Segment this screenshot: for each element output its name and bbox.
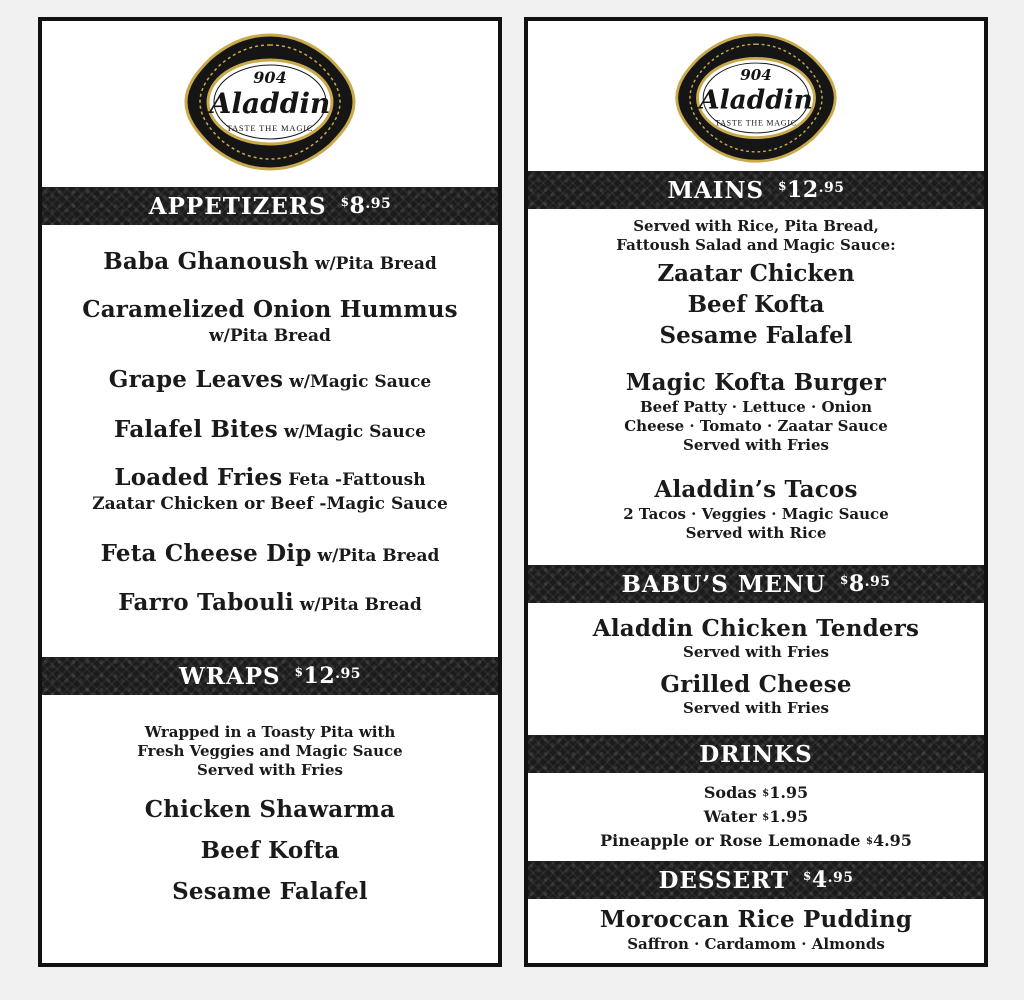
babus-menu-price: $^{\$}8^{.95}$ bbox=[839, 571, 891, 597]
svg-text:904: 904 bbox=[740, 66, 772, 85]
appetizer-item: Falafel Bites w/Magic Sauce bbox=[114, 416, 426, 443]
logo-emblem-icon bbox=[668, 31, 844, 165]
mains-description: Served with Rice, Pita Bread, Fattoush Salad and Magic Sauce: bbox=[616, 217, 896, 254]
appetizer-item: Grape Leaves w/Magic Sauce bbox=[108, 366, 432, 393]
logo-emblem-icon bbox=[182, 31, 358, 173]
babus-menu-item: Aladdin Chicken Tenders Served with Fries bbox=[592, 615, 920, 661]
dessert-header bbox=[528, 861, 984, 899]
drinks-list bbox=[528, 781, 984, 853]
svg-text:TASTE THE MAGIC: TASTE THE MAGIC bbox=[715, 118, 797, 128]
appetizer-item: Caramelized Onion Hummus w/Pita Bread bbox=[82, 296, 458, 346]
mains-item: Zaatar Chicken Beef Kofta Sesame Falafel bbox=[657, 260, 855, 349]
drink-item: Water $1.95 bbox=[703, 807, 809, 826]
dessert-title: DESSERT bbox=[658, 866, 789, 894]
appetizer-item: Loaded Fries Feta -Fattoush Zaatar Chicken or Beef -Magic Sauce bbox=[92, 464, 448, 514]
menu-panel-left bbox=[38, 17, 502, 967]
brand-logo bbox=[528, 31, 984, 165]
drinks-header bbox=[528, 735, 984, 773]
svg-text:904: 904 bbox=[253, 68, 287, 87]
drinks-title: DRINKS bbox=[699, 740, 813, 768]
wraps-header bbox=[42, 657, 498, 695]
mains-burger: Magic Kofta Burger Beef Patty · Lettuce · Onion Cheese · Tomato · Zaatar Sauce Served with Fries bbox=[624, 369, 888, 454]
mains-tacos: Aladdin’s Tacos 2 Tacos · Veggies · Magic Sauce Served with Rice bbox=[623, 476, 889, 542]
dessert-item: Moroccan Rice Pudding Saffron · Cardamom · Almonds bbox=[599, 906, 913, 953]
appetizers-title: APPETIZERS bbox=[148, 192, 327, 220]
mains-price: $^{\$}12^{.95}$ bbox=[778, 177, 845, 203]
mains-title: MAINS bbox=[667, 176, 765, 204]
mains-header bbox=[528, 171, 984, 209]
svg-text:Aladdin: Aladdin bbox=[699, 84, 813, 116]
appetizer-item: Baba Ghanoush w/Pita Bread bbox=[103, 248, 437, 275]
svg-text:Aladdin: Aladdin bbox=[209, 87, 331, 120]
wraps-item: Chicken Shawarma Beef Kofta Sesame Falafel bbox=[144, 796, 396, 905]
drink-item: Pineapple or Rose Lemonade $4.95 bbox=[600, 831, 912, 850]
svg-text:TASTE THE MAGIC: TASTE THE MAGIC bbox=[226, 123, 314, 133]
babus-menu-title: BABU’S MENU bbox=[621, 570, 826, 598]
wraps-price: $^{\$}12^{.95}$ bbox=[294, 663, 362, 689]
dessert-price: $^{\$}4^{.95}$ bbox=[803, 867, 854, 893]
drink-item: Sodas $1.95 bbox=[703, 783, 809, 802]
brand-logo bbox=[42, 31, 498, 173]
wraps-description: Wrapped in a Toasty Pita with Fresh Veggies and Magic Sauce Served with Fries bbox=[137, 723, 403, 779]
appetizers-header bbox=[42, 187, 498, 225]
menu-panel-right bbox=[524, 17, 988, 967]
appetizer-item: Farro Tabouli w/Pita Bread bbox=[118, 589, 422, 616]
babus-menu-header bbox=[528, 565, 984, 603]
wraps-title: WRAPS bbox=[178, 662, 281, 690]
appetizer-item: Feta Cheese Dip w/Pita Bread bbox=[100, 540, 440, 567]
babus-menu-item: Grilled Cheese Served with Fries bbox=[660, 671, 852, 717]
appetizers-price: $^{\$}8^{.95}$ bbox=[340, 193, 392, 219]
